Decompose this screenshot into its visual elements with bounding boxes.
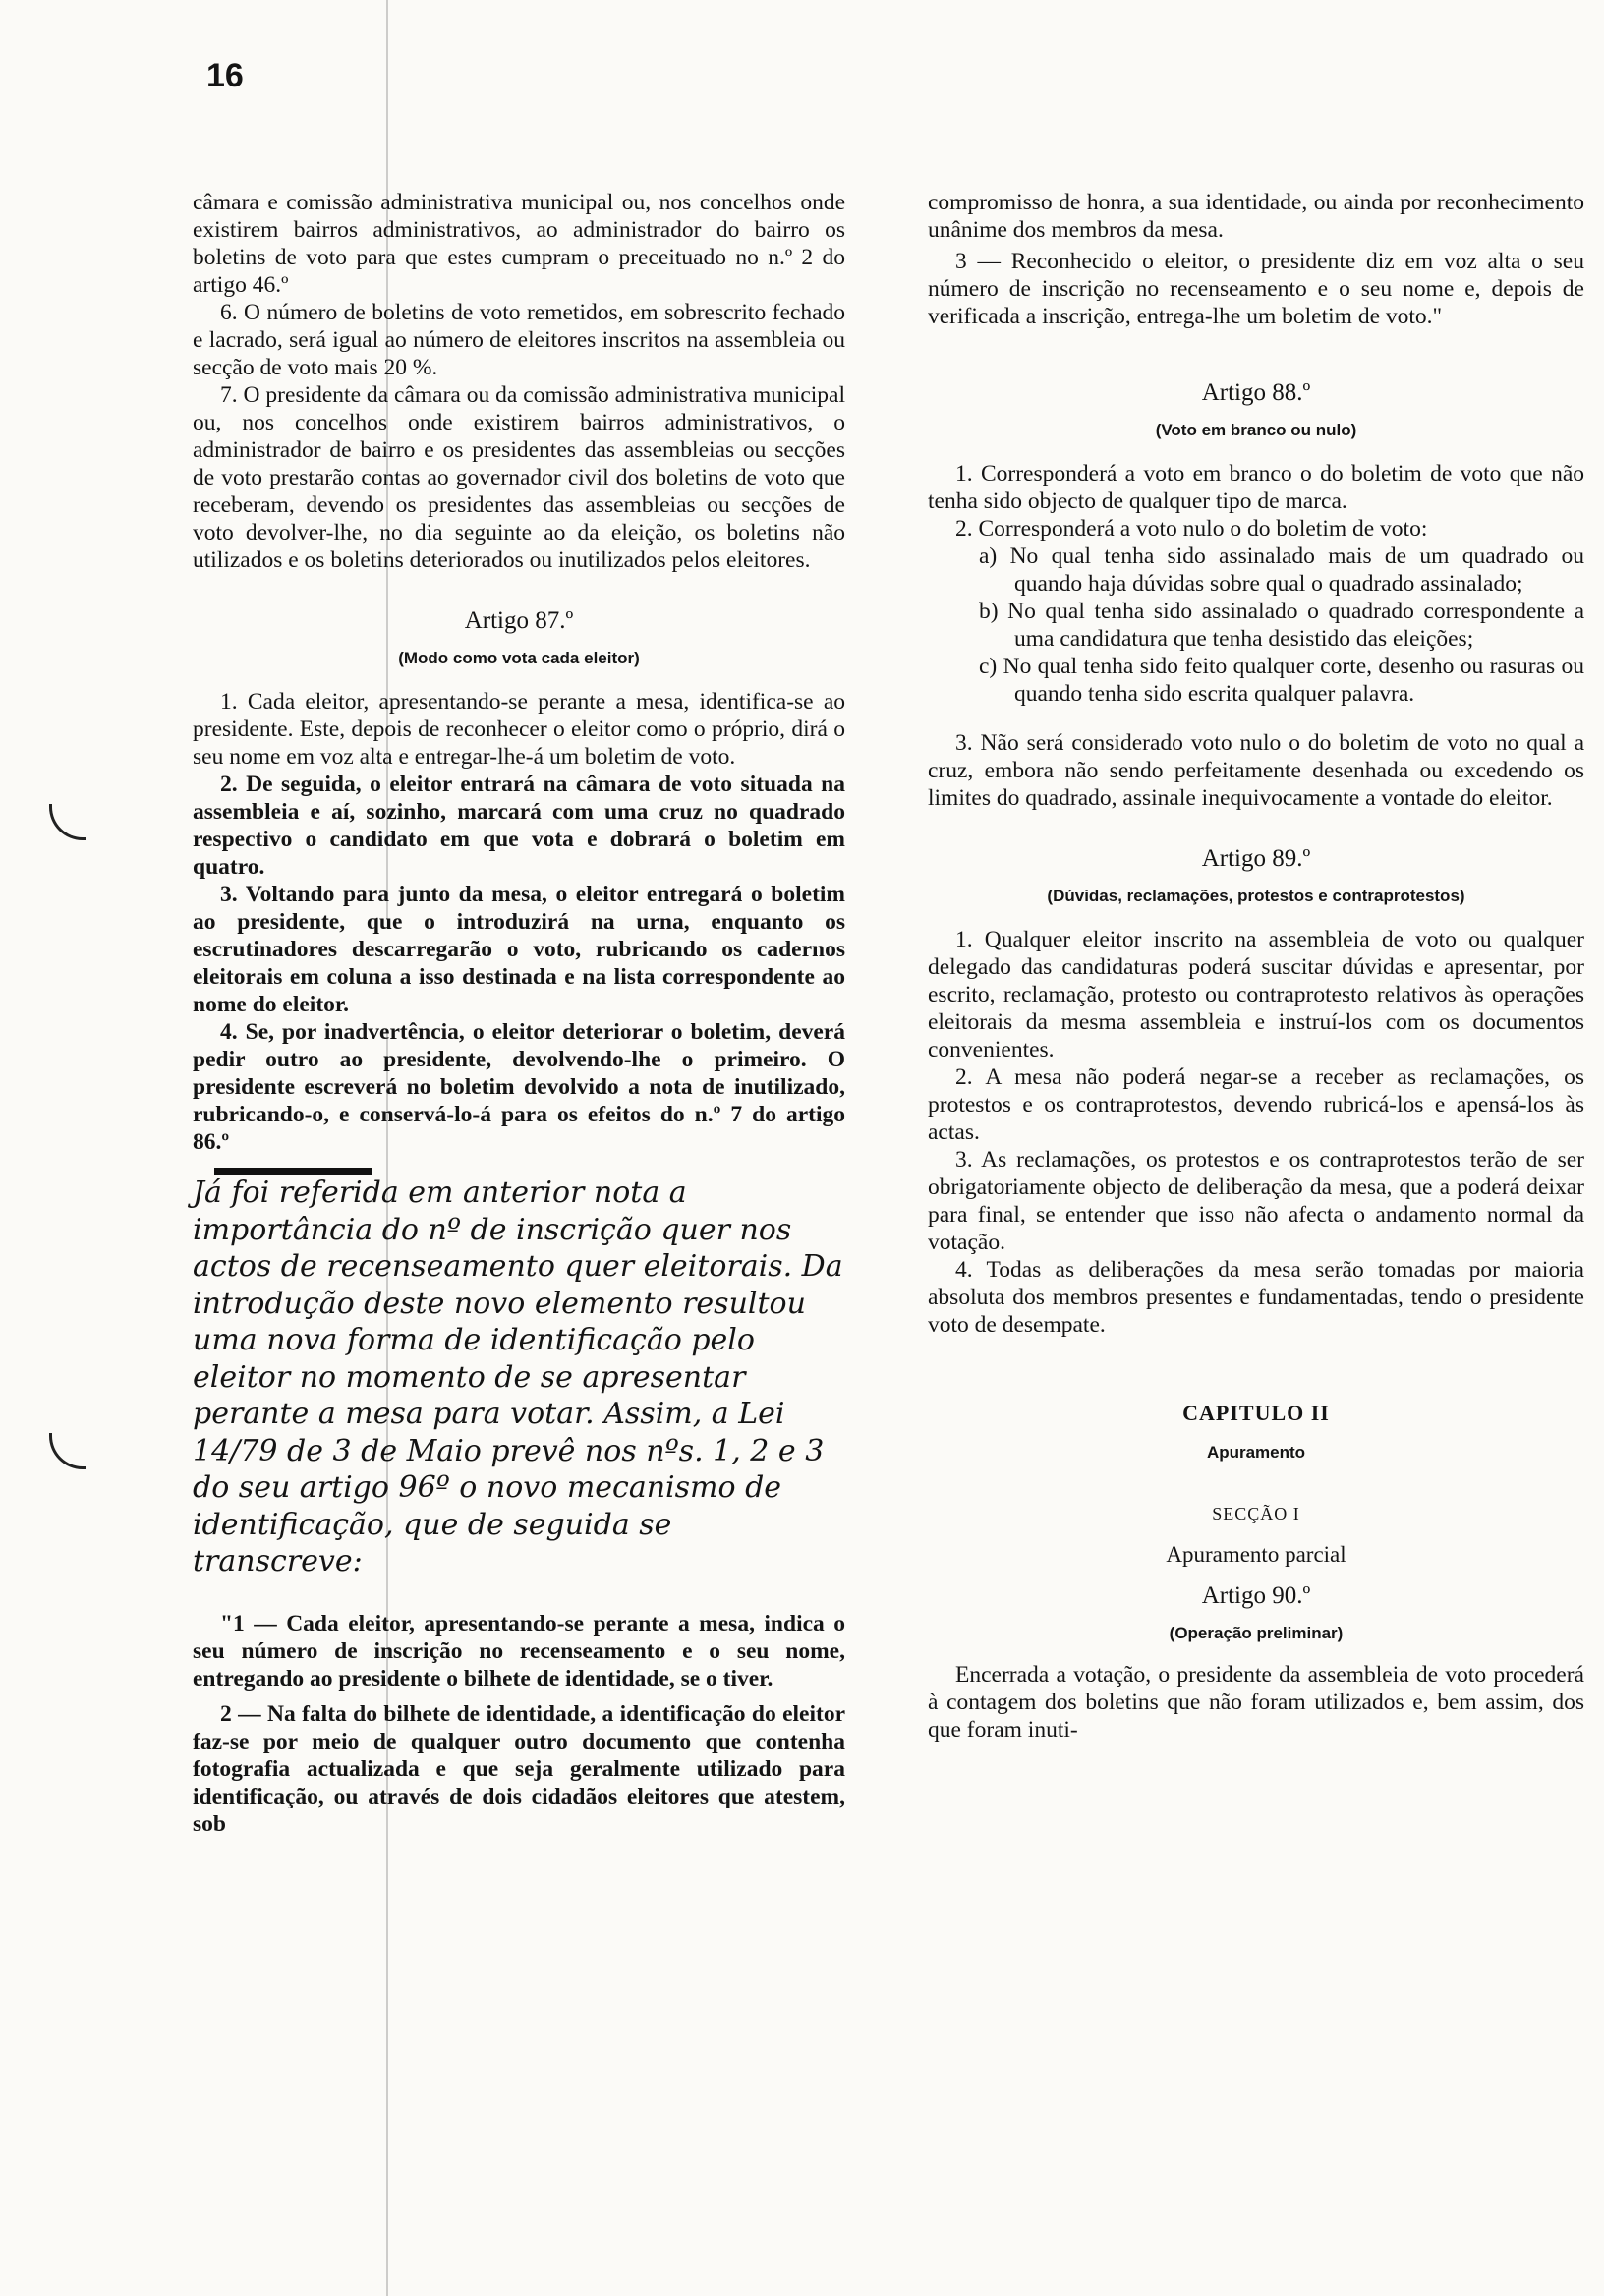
quoted-paragraph-2: 2 — Na falta do bilhete de identidade, a identificação do eleitor faz-se por meio de qualquer outro documento que contenha fotografia actualizada e que seja geralmente utilizado para identificação, ou através de dois cidadãos eleitores que atestem, sob: [193, 1700, 845, 1837]
article-88-paragraph-1: 1. Corresponderá a voto em branco o do boletim de voto que não tenha sido objecto de qualquer tipo de marca.: [928, 461, 1584, 514]
intro-paragraph: câmara e comissão administrativa municipal ou, nos concelhos onde existirem bairros administrativos, ao administrador do bairro os boletins de voto para que estes cumpram o preceituado no n.º 2 do artigo 46.º: [193, 190, 845, 298]
punch-mark-1: [49, 804, 86, 840]
article-88-item-a: a) No qual tenha sido assinalado mais de um quadrado ou quando haja dúvidas sobre qual o quadrado assinalado;: [979, 544, 1584, 597]
continued-paragraph: compromisso de honra, a sua identidade, ou ainda por reconhecimento unânime dos membros da mesa.: [928, 190, 1584, 243]
right-column: [928, 189, 1584, 1744]
article-87-subtitle: (Modo como vota cada eleitor): [398, 649, 640, 667]
left-column: [193, 189, 845, 1838]
punch-mark-2: [49, 1433, 86, 1469]
quoted-paragraph-1: "1 — Cada eleitor, apresentando-se perante a mesa, indica o seu número de inscrição no recenseamento e o seu nome, entregando ao presidente o bilhete de identidade, se o tiver.: [193, 1610, 845, 1692]
chapter-title: CAPITULO II: [1182, 1401, 1330, 1425]
handwritten-note: Já foi referida em anterior nota a importância do nº de inscrição quer nos actos de recenseamento quer eleitorais. Da introdução deste novo elemento resultou uma nova forma de identificação pelo eleitor no momento de se apresentar perante a mesa para votar. Assim, a Lei 14/79 de 3 de Maio prevê nos nºs. 1, 2 e 3 do seu artigo 96º o novo mecanismo de identificação, que de seguida se transcreve:: [193, 1176, 843, 1578]
article-89-paragraph-1: 1. Qualquer eleitor inscrito na assembleia de voto ou qualquer delegado das candidaturas poderá suscitar dúvidas e apresentar, por escrito, reclamação, protesto ou contraprotesto relativos às operações eleitorais da mesma assembleia e instruí-los com os documentos convenientes.: [928, 927, 1584, 1062]
article-87-paragraph-1: 1. Cada eleitor, apresentando-se perante a mesa, identifica-se ao presidente. Este, depois de reconhecer o eleitor como o próprio, dirá o seu nome em voz alta e entregar-lhe-á um boletim de voto.: [193, 689, 845, 770]
article-89-paragraph-4: 4. Todas as deliberações da mesa serão tomadas por maioria absoluta dos membros presentes e fundamentadas, tendo o presidente voto de desempate.: [928, 1257, 1584, 1338]
article-88-paragraph-2: 2. Corresponderá a voto nulo o do boletim de voto:: [955, 516, 1428, 542]
paragraph-6: 6. O número de boletins de voto remetidos, em sobrescrito fechado e lacrado, será igual ao número de eleitores inscritos na assembleia ou secção de voto mais 20 %.: [193, 300, 845, 380]
article-88-subtitle: (Voto em branco ou nulo): [1155, 421, 1357, 439]
page-number: 16: [206, 57, 244, 94]
section-title: SECÇÃO I: [1212, 1504, 1300, 1523]
separator-rule: [214, 1168, 372, 1175]
article-90-subtitle: (Operação preliminar): [1169, 1624, 1344, 1642]
quoted-paragraph-3: 3 — Reconhecido o eleitor, o presidente diz em voz alta o seu número de inscrição no recenseamento e o seu nome e, depois de verificada a inscrição, entrega-lhe um boletim de voto.": [928, 249, 1584, 329]
article-90-title: Artigo 90.º: [1201, 1582, 1311, 1609]
article-89-subtitle: (Dúvidas, reclamações, protestos e contraprotestos): [1047, 887, 1465, 905]
article-87-paragraph-4: 4. Se, por inadvertência, o eleitor deteriorar o boletim, deverá pedir outro ao presidente, devolvendo-lhe o primeiro. O presidente escreverá no boletim devolvido a nota de inutilizado, rubricando-o, e conservá-lo-á para os efeitos do n.º 7 do artigo 86.º: [193, 1019, 845, 1155]
article-87-title: Artigo 87.º: [464, 607, 574, 634]
article-88-paragraph-3: 3. Não será considerado voto nulo o do boletim de voto no qual a cruz, embora não sendo perfeitamente desenhada ou excedendo os limites do quadrado, assinale inequivocamente a vontade do eleitor.: [928, 730, 1584, 811]
article-89-paragraph-2: 2. A mesa não poderá negar-se a receber as reclamações, os protestos e os contraprotestos, devendo rubricá-los e apensá-los às actas.: [928, 1064, 1584, 1145]
article-88-item-b: b) No qual tenha sido assinalado o quadrado correspondente a uma candidatura que tenha desistido das eleições;: [979, 599, 1584, 652]
paragraph-7: 7. O presidente da câmara ou da comissão administrativa municipal ou, nos concelhos onde existirem bairros administrativos, o administrador de bairro e os presidentes das assembleias ou secções de voto prestarão contas ao governador civil dos boletins de voto que receberam, devendo os presidentes das assembleias ou secções de voto devolver-lhe, no dia seguinte ao da eleição, os boletins não utilizados e os boletins deteriorados ou inutilizados pelos eleitores.: [193, 382, 845, 573]
article-87-paragraph-3: 3. Voltando para junto da mesa, o eleitor entregará o boletim ao presidente, que o introduzirá na urna, enquanto os escrutinadores descarregarão o voto, rubricando os cadernos eleitorais em coluna a isso destinada e na lista correspondente ao nome do eleitor.: [193, 882, 845, 1017]
article-90-paragraph: Encerrada a votação, o presidente da assembleia de voto procederá à contagem dos boletins que não foram utilizados e, bem assim, dos que foram inuti-: [928, 1662, 1584, 1743]
section-subtitle: Apuramento parcial: [1166, 1542, 1346, 1567]
article-88-title: Artigo 88.º: [1201, 379, 1311, 406]
article-88-item-c: c) No qual tenha sido feito qualquer corte, desenho ou rasuras ou quando tenha sido escrita qualquer palavra.: [979, 654, 1584, 707]
article-87-paragraph-2: 2. De seguida, o eleitor entrará na câmara de voto situada na assembleia e aí, sozinho, marcará com uma cruz no quadrado respectivo o candidato em que vota e dobrará o boletim em quatro.: [193, 772, 845, 880]
article-89-title: Artigo 89.º: [1201, 845, 1311, 872]
chapter-subtitle: Apuramento: [1206, 1443, 1306, 1462]
article-89-paragraph-3: 3. As reclamações, os protestos e os contraprotestos terão de ser obrigatoriamente objecto de deliberação da mesa, que a poderá deixar para final, se entender que isso não afecta o andamento normal da votação.: [928, 1147, 1584, 1255]
